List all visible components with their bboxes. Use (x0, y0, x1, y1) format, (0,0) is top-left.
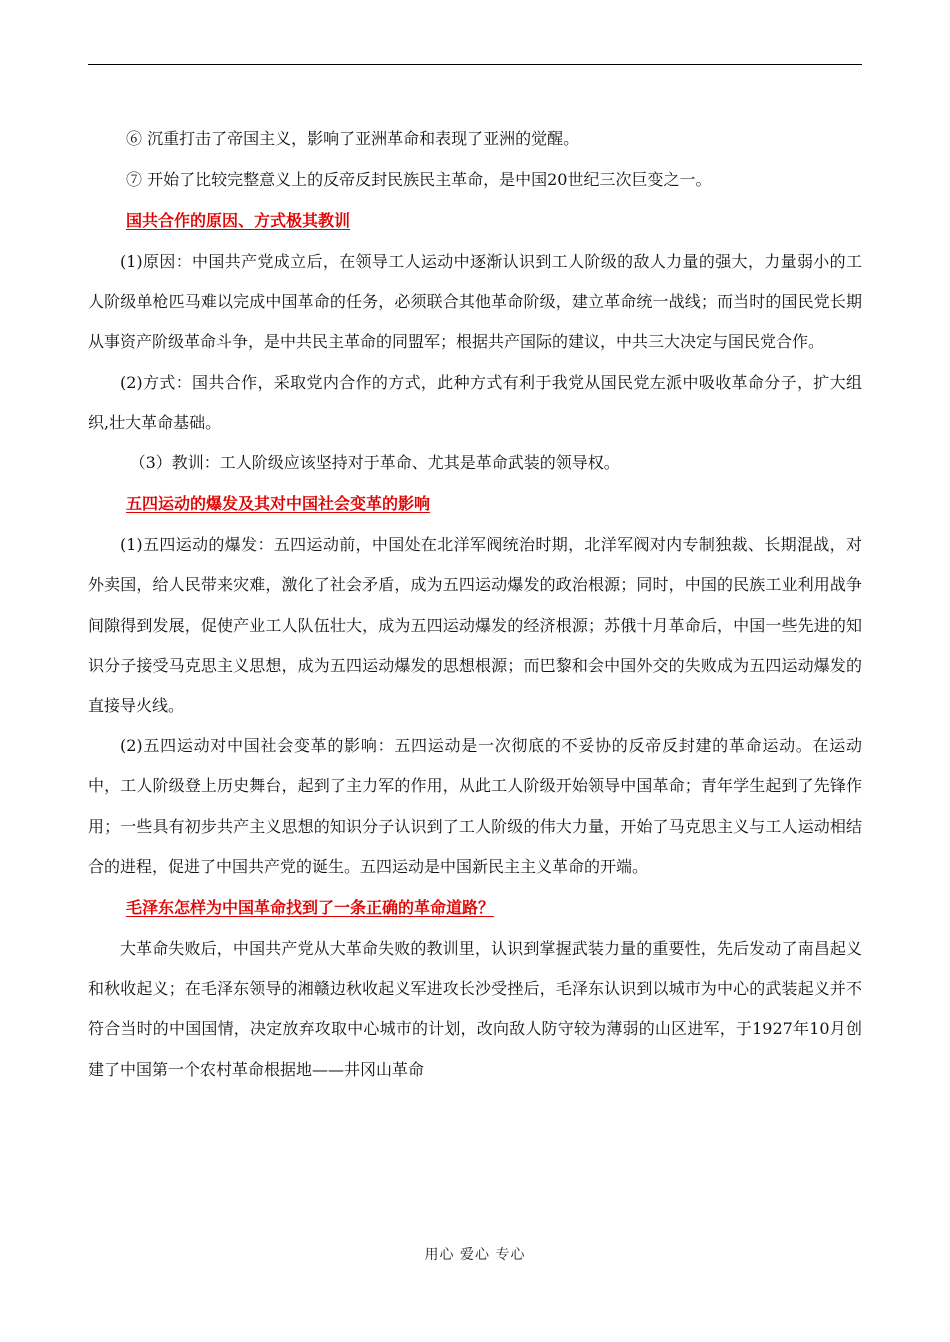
page-footer: 用心 爱心 专心 (424, 1247, 526, 1263)
paragraph-reason: (1)原因：中国共产党成立后，在领导工人运动中逐渐认识到工人阶级的敌人力量的强大，力量弱小的工人阶级单枪匹马难以完成中国革命的任务，必须联合其他革命阶级，建立革命统一战线；而当时的国民党长期从事资产阶级革命斗争，是中共民主革命的同盟军；根据共产国际的建议，中共三大决定与国民党合作。 (88, 252, 862, 352)
paragraph-method: (2)方式：国共合作，采取党内合作的方式，此种方式有利于我党从国民党左派中吸收革命分子，扩大组织,壮大革命基础。 (88, 372, 862, 432)
section-heading-cooperation: 国共合作的原因、方式极其教训 (126, 211, 351, 230)
section-heading-may-fourth: 五四运动的爆发及其对中国社会变革的影响 (126, 494, 431, 514)
paragraph-influence: (2)五四运动对中国社会变革的影响：五四运动是一次彻底的不妥协的反帝反封建的革命运动。在运动中，工人阶级登上历史舞台，起到了主力军的作用，从此工人阶级开始领导中国革命；青年学生起到了先锋作用；一些具有初步共产主义思想的知识分子认识到了工人阶级的伟大力量，开始了马克思主义与工人运动相结合的进程，促进了中国共产党的诞生。五四运动是中国新民主主义革命的开端。 (88, 736, 862, 876)
list-item-6: ⑥ 沉重打击了帝国主义，影响了亚洲革命和表现了亚洲的觉醒。 (126, 129, 580, 148)
list-item-7: ⑦ 开始了比较完整意义上的反帝反封民族民主革命，是中国20世纪三次巨变之一。 (126, 170, 712, 189)
paragraph-lesson: （3）教训：工人阶级应该坚持对于革命、尤其是革命武装的领导权。 (129, 453, 620, 473)
header-rule (88, 64, 862, 65)
section-heading-revolution-road: 毛泽东怎样为中国革命找到了一条正确的革命道路？ (126, 898, 495, 918)
document-body (88, 118, 862, 1090)
paragraph-outbreak: (1)五四运动的爆发：五四运动前，中国处在北洋军阀统治时期，北洋军阀对内专制独裁、长期混战，对外卖国，给人民带来灾难，激化了社会矛盾，成为五四运动爆发的政治根源；同时，中国的民族工业利用战争间隙得到发展，促使产业工人队伍壮大，成为五四运动爆发的经济根源；苏俄十月革命后，中国一些先进的知识分子接受马克思主义思想，成为五四运动爆发的思想根源；而巴黎和会中国外交的失败成为五四运动爆发的直接导火线。 (88, 535, 862, 716)
paragraph-road: 大革命失败后，中国共产党从大革命失败的教训里，认识到掌握武装力量的重要性，先后发动了南昌起义和秋收起义；在毛泽东领导的湘赣边秋收起义军进攻长沙受挫后，毛泽东认识到以城市为中心的武装起义并不符合当时的中国国情，决定放弃攻取中心城市的计划，改向敌人防守较为薄弱的山区进军，于1927年10月创建了中国第一个农村革命根据地——井冈山革命 (88, 939, 862, 1079)
